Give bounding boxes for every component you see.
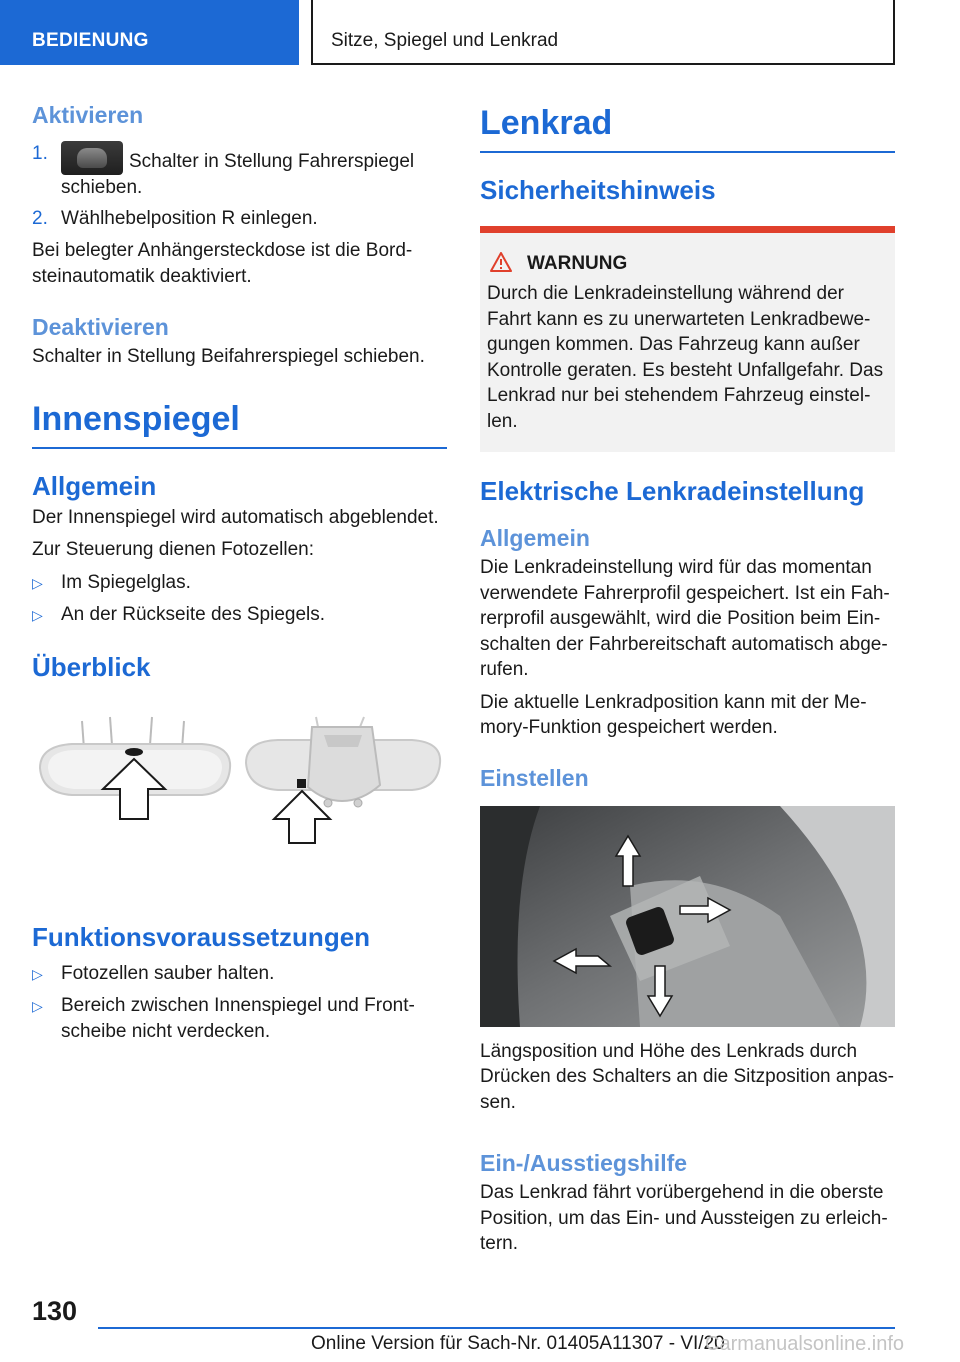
watermark: Carmanualsonline.info	[705, 1333, 905, 1355]
heading-ueberblick: Überblick	[32, 651, 151, 682]
heading-funktionsvoraussetzungen: Funktionsvoraussetzungen	[32, 921, 371, 952]
right-column	[480, 96, 895, 1257]
heading-aktivieren: Aktivieren	[32, 102, 144, 128]
heading-lenkrad: Lenkrad	[480, 104, 895, 153]
step-text: Wählhebelposition R einlegen.	[61, 207, 318, 229]
aktivieren-note: Bei belegter Anhängersteckdose ist die Bord-steinautomatik deaktiviert.	[32, 240, 413, 287]
mirror-front-view	[40, 717, 230, 819]
warning-bar	[480, 226, 895, 233]
warning-triangle-icon	[490, 252, 512, 272]
left-column	[32, 96, 447, 1044]
heading-deaktivieren: Deaktivieren	[32, 314, 169, 340]
deaktivieren-text: Schalter in Stellung Beifahrerspiegel schieben.	[32, 346, 425, 367]
heading-einstellen: Einstellen	[480, 764, 589, 791]
list-item	[32, 961, 447, 987]
step-1	[32, 141, 447, 201]
step-number: 2.	[32, 207, 48, 229]
step-text: Schalter in Stellung Fahrerspiegel schieben.	[61, 151, 415, 198]
steering-column-photo	[480, 806, 895, 1027]
list-item-text: Im Spiegelglas.	[61, 571, 191, 593]
warning-title-text: WARNUNG	[527, 253, 628, 274]
heading-innenspiegel: Innenspiegel	[32, 400, 447, 449]
triangle-bullet-icon: ▷	[32, 574, 43, 591]
warning-box	[480, 233, 895, 452]
list-item-text: An der Rückseite des Spiegels.	[61, 604, 326, 625]
list-item	[32, 570, 447, 596]
chapter-title: Sitze, Spiegel und Lenkrad	[311, 0, 895, 65]
einstellen-caption: Längsposition und Höhe des Lenkrads durch Drücken des Schalters an die Sitzposition anpas-sen.	[480, 1040, 895, 1113]
heading-allgemein-left: Allgemein	[32, 470, 157, 501]
list-item-text: Fotozellen sauber halten.	[61, 962, 275, 984]
list-item-text: Bereich zwischen Innenspiegel und Front-scheibe nicht verdecken.	[61, 995, 415, 1042]
einstieg-text: Das Lenkrad fährt vorübergehend in die oberste Position, um das Ein- und Aussteigen zu erleich-tern.	[480, 1182, 888, 1254]
heading-ein-ausstiegshilfe: Ein-/Ausstiegshilfe	[480, 1150, 688, 1176]
footer-divider	[98, 1327, 895, 1329]
page-number: 130	[32, 1296, 78, 1326]
mirror-switch-image	[61, 141, 123, 175]
list-item	[32, 602, 447, 628]
section-tab: BEDIENUNG	[0, 0, 299, 65]
list-item	[32, 993, 447, 1044]
heading-sicherheitshinweis: Sicherheitshinweis	[480, 175, 716, 205]
allgemein-text-1: Die Lenkradeinstellung wird für das momentan verwendete Fahrerprofil gespeichert. Ist ein Fah-rerprofil ausgewählt, wird die Position beim Ein-schalten der Fahrbereitschaft automatisch abge-rufen.	[480, 557, 890, 680]
warning-text: Durch die Lenkradeinstellung während der Fahrt kann es zu unerwarteten Lenkradbewe-gungen kommen. Das Fahrzeug kann außer Kontrolle geraten. Es besteht Unfallgefahr. Das Lenkrad nur bei stehendem Fahrzeug einstel-len.	[487, 283, 884, 432]
step-number: 1.	[32, 143, 48, 164]
step-2	[32, 206, 447, 232]
steuerung-text: Zur Steuerung dienen Fotozellen:	[32, 539, 315, 560]
triangle-bullet-icon: ▷	[32, 965, 43, 982]
triangle-bullet-icon: ▷	[32, 998, 43, 1014]
heading-elektrische-lenkradeinstellung: Elektrische Lenkradeinstellung	[480, 476, 865, 506]
heading-allgemein-right: Allgemein	[480, 525, 590, 551]
mirror-overview-image	[32, 713, 447, 881]
warning-title	[487, 253, 888, 275]
allgemein-text: Der Innenspiegel wird automatisch abgeblendet.	[32, 506, 439, 528]
mirror-back-view	[246, 717, 440, 843]
footer-online-version: Online Version für Sach-Nr. 01405A11307 - VI/20	[311, 1333, 725, 1354]
allgemein-text-2: Die aktuelle Lenkradposition kann mit der Me-mory-Funktion gespeichert werden.	[480, 691, 867, 738]
triangle-bullet-icon: ▷	[32, 607, 43, 623]
